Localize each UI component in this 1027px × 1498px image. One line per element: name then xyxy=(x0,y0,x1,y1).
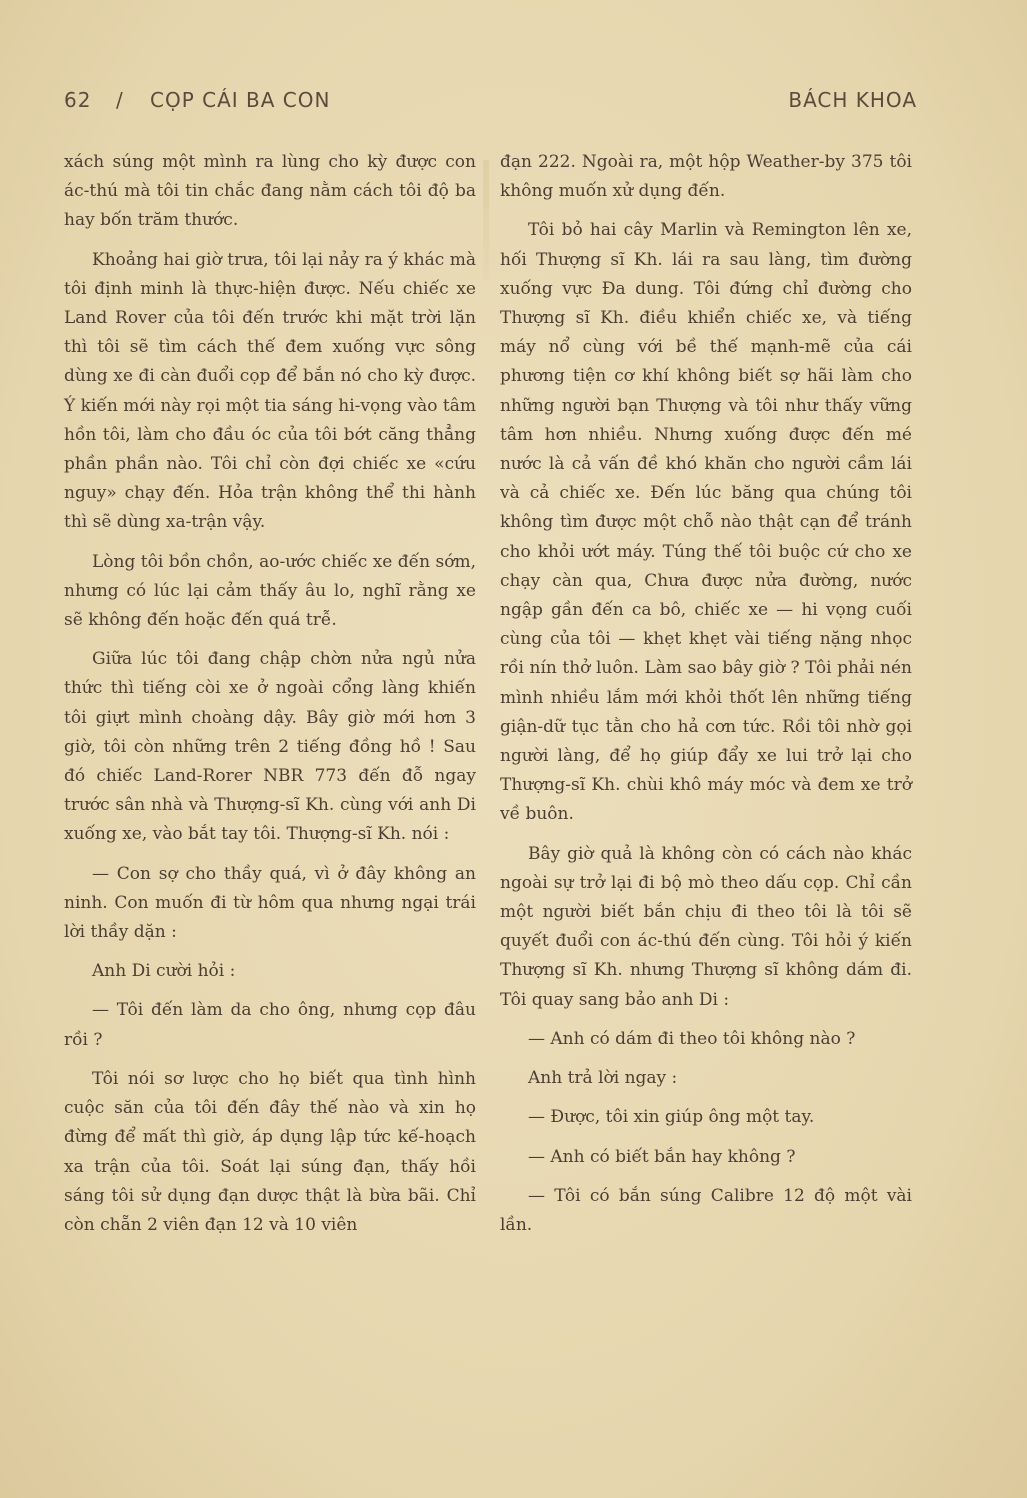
paragraph: Bây giờ quả là không còn có cách nào khác ngoài sự trở lại đi bộ mò theo dấu cọp. Chỉ cần một người biết bắn chịu đi theo tôi là tôi sẽ quyết đuổi con ác-thú đến cùng. Tôi hỏi ý kiến Thượng sĩ Kh. nhưng Thượng sĩ không dám đi. Tôi quay sang bảo anh Di : xyxy=(500,843,912,1010)
magazine-name: BÁCH KHOA xyxy=(788,88,917,112)
paragraph: đạn 222. Ngoài ra, một hộp Weather-by 375 tôi không muốn xử dụng đến. xyxy=(500,152,912,202)
dialogue-line: — Tôi đến làm da cho ông, nhưng cọp đâu rồi ? xyxy=(64,1000,476,1050)
paragraph: Giữa lúc tôi đang chập chờn nửa ngủ nửa thức thì tiếng còi xe ở ngoài cổng làng khiến tôi giựt mình choàng dậy. Bây giờ mới hơn 3 giờ, tôi còn những trên 2 tiếng đồng hồ ! Sau đó chiếc Land-Rorer NBR 773 đến đỗ ngay trước sân nhà và Thượng-sĩ Kh. cùng với anh Di xuống xe, vào bắt tay tôi. Thượng-sĩ Kh. nói : xyxy=(64,649,476,845)
paragraph: Tôi bỏ hai cây Marlin và Remington lên xe, hối Thượng sĩ Kh. lái ra sau làng, tìm đường xuống vực Đa dung. Tôi đứng chỉ đường cho Thượng sĩ Kh. điều khiển chiếc xe, và tiếng máy nổ cùng với bề thế mạnh-mẽ của cái phương tiện cơ khí không biết sợ hãi làm cho những người bạn Thượng và tôi như thấy vững tâm hơn nhiều. Nhưng xuống được đến mé nước là cả vấn đề khó khăn cho người cầm lái và cả chiếc xe. Đến lúc băng qua chúng tôi không tìm được một chỗ nào thật cạn để tránh cho khỏi ướt máy. Túng thế tôi buộc cứ cho xe chạy càn qua, Chưa được nửa đường, nước ngập gần đến ca bô, chiếc xe — hi vọng cuối cùng của tôi — khẹt khẹt vài tiếng nặng nhọc rồi nín thở luôn. Làm sao bây giờ ? Tôi phải nén mình nhiều lắm mới khỏi thốt lên những tiếng giận-dữ tục tằn cho hả cơn tức. Rồi tôi nhờ gọi người làng, để họ giúp đẩy xe lui trở lại cho Thượng-sĩ Kh. chùi khô máy móc và đem xe trở về buôn. xyxy=(500,220,912,825)
paragraph: Anh Di cười hỏi : xyxy=(92,961,236,982)
article-title: CỌP CÁI BA CON xyxy=(150,88,331,112)
paragraph: Lòng tôi bồn chồn, ao-ước chiếc xe đến sớm, nhưng có lúc lại cảm thấy âu lo, nghĩ rằng xe sẽ không đến hoặc đến quá trễ. xyxy=(64,551,476,631)
dialogue-line: — Anh có biết bắn hay không ? xyxy=(528,1146,796,1167)
left-column xyxy=(64,148,476,1250)
dialogue-line: — Anh có dám đi theo tôi không nào ? xyxy=(528,1028,856,1049)
gutter-stain xyxy=(483,160,489,280)
dialogue-line: — Được, tôi xin giúp ông một tay. xyxy=(528,1107,815,1128)
header-separator: / xyxy=(116,88,124,112)
paragraph: Tôi nói sơ lược cho họ biết qua tình hình cuộc săn của tôi đến đây thế nào và xin họ đừng để mất thì giờ, áp dụng lập tức kế-hoạch xa trận của tôi. Soát lại súng đạn, thấy hồi sáng tôi sử dụng đạn dược thật là bừa bãi. Chỉ còn chẵn 2 viên đạn 12 và 10 viên xyxy=(64,1068,476,1235)
paragraph: xách súng một mình ra lùng cho kỳ được con ác-thú mà tôi tin chắc đang nằm cách tôi độ ba hay bốn trăm thước. xyxy=(64,152,476,231)
paragraph: Khoảng hai giờ trưa, tôi lại nảy ra ý khác mà tôi định minh là thực-hiện được. Nếu chiếc xe Land Rover của tôi đến trước khi mặt trời lặn thì tôi sẽ tìm cách thế đem xuống vực sông dùng xe đi càn đuổi cọp để bắn nó cho kỳ được. Ý kiến mới này rọi một tia sáng hi-vọng vào tâm hồn tôi, làm cho đầu óc của tôi bớt căng thẳng phần phần nào. Tôi chỉ còn đợi chiếc xe «cứu nguy» chạy đến. Hỏa trận không thể thi hành thì sẽ dùng xa-trận vậy. xyxy=(64,249,476,533)
dialogue-line: — Tôi có bắn súng Calibre 12 độ một vài lần. xyxy=(500,1185,912,1235)
paragraph: Anh trả lời ngay : xyxy=(528,1068,678,1089)
running-header xyxy=(64,88,917,116)
page-number: 62 xyxy=(64,88,92,112)
right-column xyxy=(500,148,912,1250)
dialogue-line: — Con sợ cho thầy quá, vì ở đây không an ninh. Con muốn đi từ hôm qua nhưng ngại trái lời thầy dặn : xyxy=(64,863,476,943)
